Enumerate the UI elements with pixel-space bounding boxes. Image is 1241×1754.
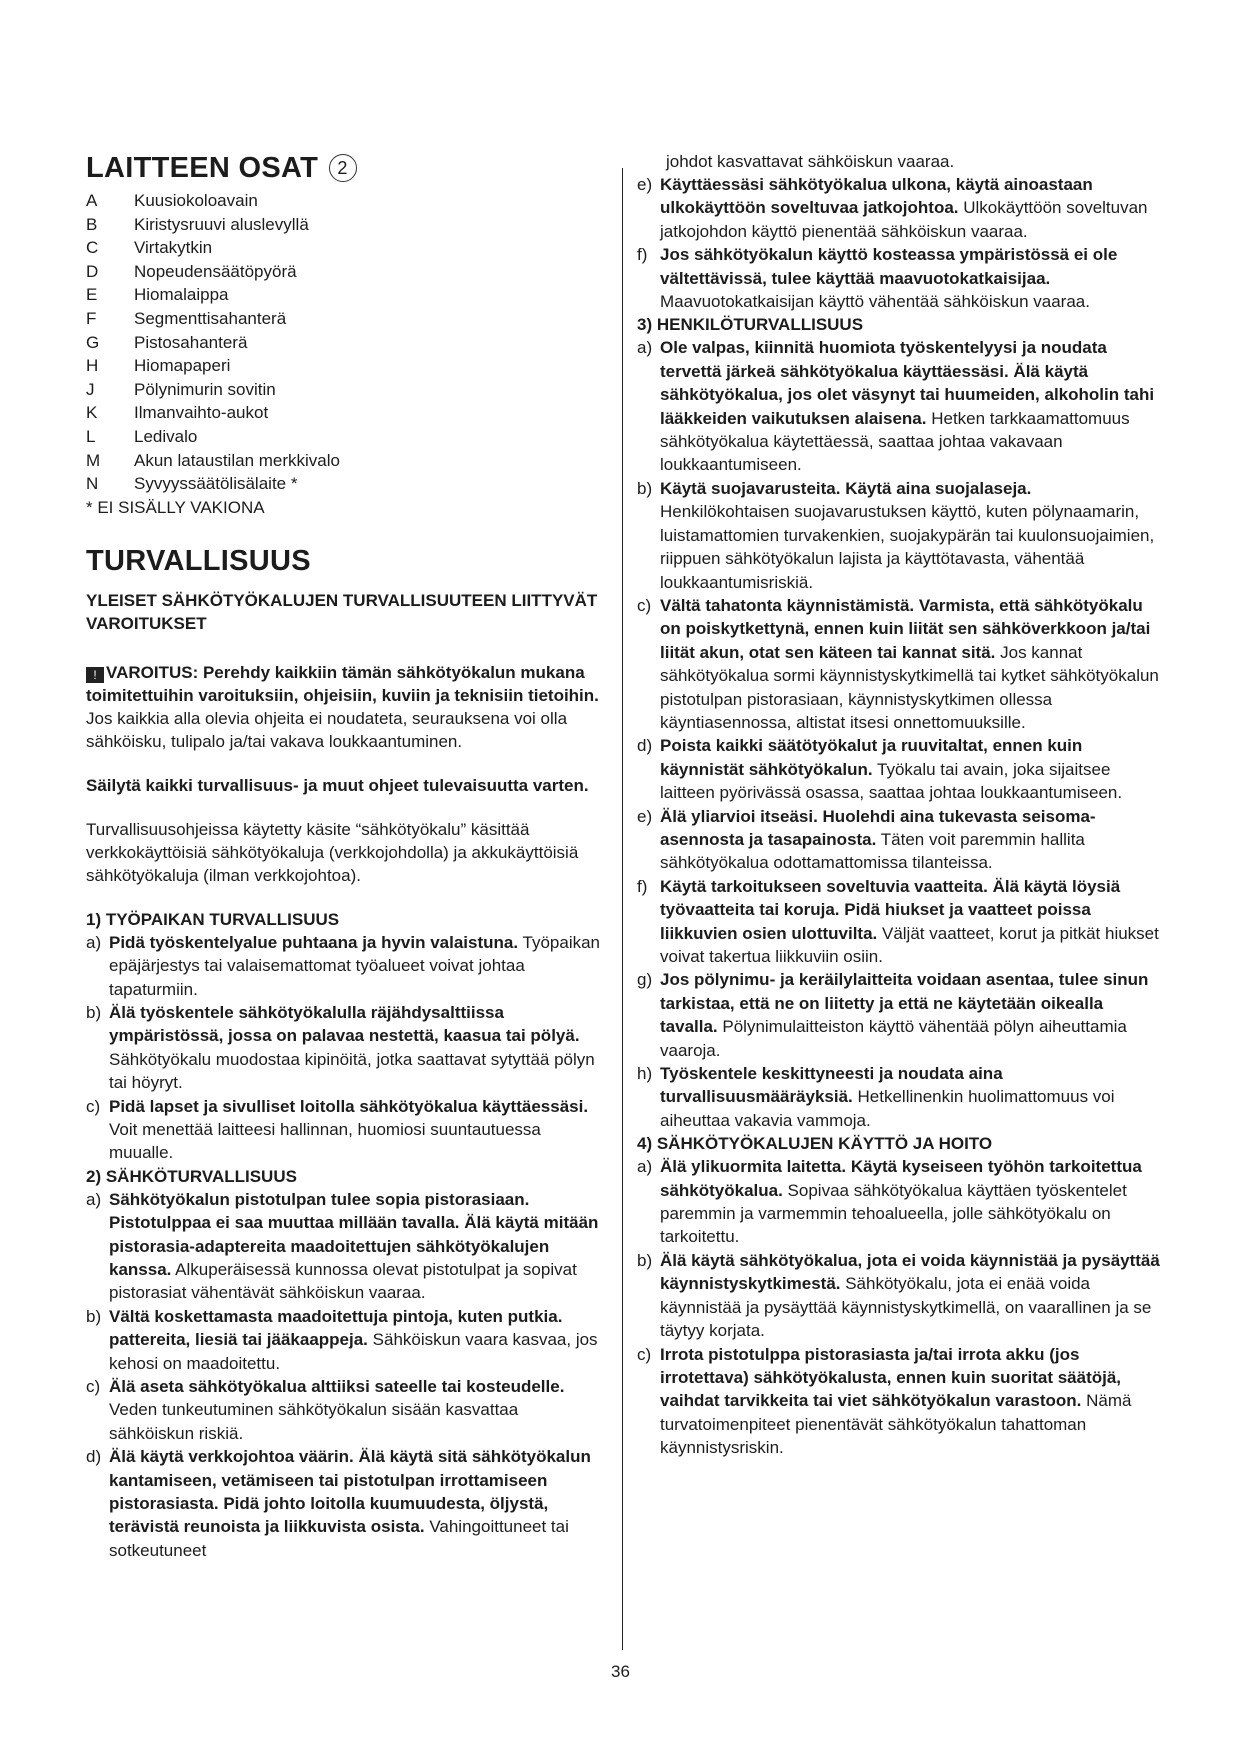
- item-label: c): [637, 595, 652, 615]
- safety-subtitle: YLEISET SÄHKÖTYÖKALUJEN TURVALLISUUTEEN LIITTYVÄT VAROITUKSET: [86, 590, 598, 633]
- item-plain: Vahingoittuneet tai sotkeutuneet: [109, 1517, 569, 1560]
- part-name: Akun lataustilan merkkivalo: [134, 450, 340, 470]
- part-item: [86, 260, 606, 284]
- section-heading: 1) TYÖPAIKAN TURVALLISUUS: [86, 909, 340, 929]
- part-letter: N: [86, 474, 99, 494]
- item-bold: Ole valpas, kiinnitä huomiota työskentelyysi ja noudata tervettä järkeä sähkötyökalua käyttäessäsi. Älä käytä sähkötyökalua, jos olet väsynyt tai huumeiden, alkoholin tahi lääkkeiden vaikutuksen alaisena.: [660, 338, 1155, 428]
- safety-item: [637, 173, 1162, 243]
- item-bold: Vältä tahatonta käynnistämistä. Varmista, että sähkötyökalu on poiskytkettynä, ennen kuin liität sen sähköverkkoon ja/tai liität akun, otat sen käteen tai kannat sitä.: [660, 595, 1151, 662]
- safety-item: [86, 1375, 606, 1445]
- item-text: [109, 931, 606, 1001]
- safety-item: [86, 931, 606, 1001]
- part-name: Hiomapaperi: [134, 356, 231, 376]
- part-name: Syvyyssäätölisälaite *: [134, 474, 298, 494]
- part-letter: H: [86, 356, 99, 376]
- safety-item: [637, 477, 1162, 594]
- item-plain: Hetkellinenkin huolimattomuus voi aiheuttaa vakavia vammoja.: [660, 1087, 1115, 1130]
- item-bold: Käyttäessäsi sähkötyökalua ulkona, käytä ainoastaan ulkokäyttöön soveltuvaa jatkojohtoa.: [660, 175, 1093, 218]
- item-bold: Älä työskentele sähkötyökalulla räjähdysalttiissa ympäristössä, jossa on palavaa nestettä, kaasua tai pölyä.: [109, 1002, 580, 1046]
- item-label: e): [637, 175, 653, 194]
- item-bold: Työskentele keskittyneesti ja noudata aina turvallisuusmääräyksiä.: [660, 1064, 1003, 1107]
- item-plain: Maavuotokatkaisijan käyttö vähentää sähköiskun vaaraa.: [660, 292, 1090, 312]
- item-plain: Alkuperäisessä kunnossa olevat pistotulpat ja sopivat pistorasiat vähentävät sähköiskun vaaraa.: [109, 1260, 577, 1303]
- item-plain: Veden tunkeutuminen sähkötyökalun sisään kasvattaa sähköiskun riskiä.: [109, 1400, 519, 1443]
- safety-item: [637, 734, 1162, 804]
- parts-list: [86, 189, 606, 496]
- item-bold: Vältä koskettamasta maadoitettuja pintoja, kuten putkia. pattereita, liesiä tai jääkaappeja.: [109, 1306, 563, 1350]
- item-text: [660, 734, 1162, 804]
- safety-item: [86, 1188, 606, 1305]
- warning-bold: VAROITUS: Perehdy kaikkiin tämän sähkötyökalun mukana toimitettuihin varoituksiin, ohjeisiin, kuviin ja teknisiin tietoihin.: [86, 662, 599, 705]
- item-text: [109, 1001, 606, 1095]
- item-label: f): [637, 245, 648, 265]
- item-label: h): [637, 1064, 653, 1084]
- item-plain: Jos kannat sähkötyökalua sormi käynnistyskytkimellä tai kytket sähkötyökalun pistotulpan pistorasiaan, käynnistyskytkimen ollessa käyntiasennossa, altistat itsesi onnettomuuksille.: [660, 642, 1159, 732]
- safety-item: [637, 1062, 1162, 1132]
- part-letter: F: [86, 308, 97, 328]
- item-label: g): [637, 970, 653, 990]
- item-text: [660, 594, 1162, 734]
- item-bold: Irrota pistotulppa pistorasiasta ja/tai irrota akku (jos irrotettava) sähkötyökalusta, ennen kuin suoritat säätöjä, vaihdat tarvikkeita tai viet sähkötyökalun varastoon.: [660, 1344, 1122, 1411]
- item-label: b): [86, 1002, 102, 1022]
- part-item: [86, 378, 606, 402]
- column-divider: [622, 168, 623, 1650]
- part-letter: B: [86, 214, 98, 234]
- safety-item: [637, 243, 1162, 313]
- part-item: [86, 401, 606, 425]
- item-bold: Älä käytä verkkojohtoa väärin. Älä käytä sitä sähkötyökalun kantamiseen, vetämiseen tai pistotulpan irrottamiseen pistorasiasta. Pidä johto loitolla kuumuudesta, öljystä, terävistä reunoista ja liikkuvista osista.: [109, 1447, 591, 1537]
- part-name: Pistosahanterä: [134, 332, 248, 352]
- part-item: [86, 331, 606, 355]
- item-text: [660, 336, 1162, 476]
- figure-ref-badge: 2: [329, 154, 357, 182]
- part-letter: C: [86, 238, 99, 258]
- item-plain: Sähkötyökalu muodostaa kipinöitä, jotka saattavat sytyttää pölyn tai höyryt.: [109, 1049, 595, 1093]
- section-heading: 2) SÄHKÖTURVALLISUUS: [86, 1166, 297, 1186]
- safety-item: [637, 968, 1162, 1062]
- item-bold: Älä käytä sähkötyökalua, jota ei voida käynnistää ja pysäyttää käynnistyskytkimestä.: [660, 1250, 1160, 1294]
- item-label: c): [86, 1377, 101, 1397]
- item-text: [109, 1445, 606, 1562]
- right-sections: [637, 173, 1162, 1460]
- item-text: [660, 1249, 1162, 1343]
- term-note: Turvallisuusohjeissa käytetty käsite “sähkötyökalu” käsittää verkkokäyttöisiä sähkötyökaluja (verkkojohdolla) ja akkukäyttöisiä sähkötyökaluja (ilman verkkojohtoa).: [86, 819, 579, 885]
- item-label: a): [637, 1157, 653, 1177]
- item-plain: Ulkokäyttöön soveltuvan jatkojohdon käyttö pienentää sähköiskun vaaraa.: [660, 198, 1148, 241]
- item-bold: Käytä suojavarusteita. Käytä aina suojalaseja.: [660, 478, 1032, 498]
- item-text: [660, 243, 1162, 313]
- part-name: Nopeudensäätöpyörä: [134, 261, 297, 281]
- item-text: [660, 173, 1162, 243]
- safety-item: [86, 1305, 606, 1375]
- item-label: d): [637, 736, 653, 756]
- part-item: [86, 354, 606, 378]
- item-label: a): [637, 338, 653, 358]
- item-bold: Pidä lapset ja sivulliset loitolla sähkötyökalua käyttäessäsi.: [109, 1096, 589, 1116]
- item-plain: Voit menettää laitteesi hallinnan, huomiosi suuntautuessa muualle.: [109, 1119, 541, 1163]
- part-name: Virtakytkin: [134, 238, 213, 258]
- part-letter: K: [86, 403, 98, 423]
- item-plain: Työpaikan epäjärjestys tai valaisemattomat työalueet voivat johtaa tapaturmiin.: [109, 932, 601, 999]
- item-plain: Täten voit paremmin hallita sähkötyökalua odottamattomissa tilanteissa.: [660, 829, 1085, 873]
- continuation-text: johdot kasvattavat sähköiskun vaaraa.: [666, 152, 955, 171]
- part-name: Ilmanvaihto-aukot: [134, 403, 269, 423]
- safety-title: TURVALLISUUS: [86, 544, 311, 577]
- section-heading: 3) HENKILÖTURVALLISUUS: [637, 315, 864, 335]
- part-name: Kuusiokoloavain: [134, 191, 258, 210]
- item-label: d): [86, 1447, 102, 1467]
- item-plain: Sähköiskun vaara kasvaa, jos kehosi on maadoitettu.: [109, 1330, 598, 1373]
- safety-item: [637, 1249, 1162, 1343]
- item-plain: Sähkötyökalu, jota ei enää voida käynnistää ja pysäyttää käynnistyskytkimellä, on vaarallinen ja se täytyy korjata.: [660, 1274, 1152, 1341]
- item-plain: Sopivaa sähkötyökalua käyttäen työskentelet paremmin ja varmemmin tehoalueella, jolle sähkötyökalu on tarkoitettu.: [660, 1180, 1127, 1247]
- item-plain: Nämä turvatoimenpiteet pienentävät sähkötyökalun tahattoman käynnistysriskin.: [660, 1391, 1132, 1458]
- item-bold: Pidä työskentelyalue puhtaana ja hyvin valaistuna.: [109, 932, 519, 952]
- part-letter: E: [86, 285, 98, 305]
- section-heading: 4) SÄHKÖTYÖKALUJEN KÄYTTÖ JA HOITO: [637, 1134, 993, 1154]
- safety-item: [86, 1445, 606, 1562]
- item-label: e): [637, 806, 653, 826]
- parts-footnote: * EI SISÄLLY VAKIONA: [86, 497, 265, 517]
- part-item: [86, 425, 606, 449]
- part-item: [86, 283, 606, 307]
- item-text: [660, 805, 1162, 875]
- item-text: [109, 1375, 606, 1445]
- item-text: [109, 1188, 606, 1305]
- safety-item: [637, 805, 1162, 875]
- item-bold: Älä aseta sähkötyökalua alttiiksi sateelle tai kosteudelle.: [109, 1377, 565, 1397]
- left-column: [86, 150, 606, 1562]
- item-label: c): [637, 1344, 652, 1364]
- item-label: a): [86, 932, 102, 952]
- part-item: [86, 189, 606, 213]
- item-label: a): [86, 1189, 102, 1209]
- safety-item: [637, 1343, 1162, 1460]
- part-name: Hiomalaippa: [134, 285, 229, 305]
- part-letter: J: [86, 379, 95, 399]
- item-bold: Käytä tarkoitukseen soveltuvia vaatteita. Älä käytä löysiä työvaatteita tai koruja. Pidä hiukset ja vaatteet poissa liikkuvien osien ulottuvilta.: [660, 876, 1121, 943]
- part-letter: L: [86, 426, 96, 446]
- safety-item: [86, 1095, 606, 1165]
- item-text: [660, 1343, 1162, 1460]
- item-bold: Jos pölynimu- ja keräilylaitteita voidaan asentaa, tulee sinun tarkistaa, että ne on liitetty ja että ne käytetään oikealla tavalla.: [660, 970, 1149, 1037]
- part-name: Segmenttisahanterä: [134, 308, 287, 328]
- item-text: [660, 968, 1162, 1062]
- item-label: b): [86, 1306, 102, 1326]
- item-plain: Pölynimulaitteiston käyttö vähentää pölyn aiheuttamia vaaroja.: [660, 1017, 1127, 1060]
- part-name: Pölynimurin sovitin: [134, 379, 276, 399]
- page-number: 36: [611, 1662, 630, 1681]
- item-text: [109, 1095, 606, 1165]
- item-label: b): [637, 478, 653, 498]
- safety-item: [637, 1155, 1162, 1249]
- item-plain: Työkalu tai avain, joka sijaitsee laitteen pyörivässä osassa, saattaa johtaa loukkaantumiseen.: [660, 759, 1123, 803]
- keep-instructions: Säilytä kaikki turvallisuus- ja muut ohjeet tulevaisuutta varten.: [86, 775, 589, 795]
- item-bold: Älä yliarvioi itseäsi. Huolehdi aina tukevasta seisoma-asennosta ja tasapainosta.: [660, 806, 1096, 849]
- warning-icon: !: [86, 667, 104, 683]
- item-bold: Jos sähkötyökalun käyttö kosteassa ympäristössä ei ole vältettävissä, tulee käyttää maavuotokatkaisijaa.: [660, 245, 1118, 288]
- part-item: [86, 449, 606, 473]
- item-text: [660, 477, 1162, 594]
- right-column: [637, 150, 1162, 1460]
- safety-item: [86, 1001, 606, 1095]
- parts-title: LAITTEEN OSAT 2: [86, 150, 606, 186]
- item-bold: Älä ylikuormita laitetta. Käytä kyseiseen työhön tarkoitettua sähkötyökalua.: [660, 1157, 1142, 1200]
- safety-item: [637, 336, 1162, 476]
- part-letter: D: [86, 261, 99, 281]
- item-bold: Sähkötyökalun pistotulpan tulee sopia pistorasiaan. Pistotulppaa ei saa muuttaa millään tavalla. Älä käytä mitään pistorasia-adaptereita maadoitettujen sähkötyökalujen kanssa.: [109, 1189, 599, 1279]
- item-plain: Henkilökohtaisen suojavarustuksen käyttö, kuten pölynaamarin, luistamattomien turvakenkien, suojakypärän tai kuulonsuojaimien, riippuen sähkötyökalun lajista ja käyttötavasta, vähentää loukkaantumisriskiä.: [660, 502, 1155, 592]
- safety-item: [637, 875, 1162, 969]
- item-label: f): [637, 876, 648, 896]
- item-bold: Poista kaikki säätötyökalut ja ruuvitaltat, ennen kuin käynnistät sähkötyökalun.: [660, 736, 1083, 779]
- warning-paragraph: [86, 661, 606, 753]
- part-item: [86, 307, 606, 331]
- part-item: [86, 213, 606, 237]
- item-label: b): [637, 1250, 653, 1270]
- item-text: [109, 1305, 606, 1375]
- safety-item: [637, 594, 1162, 734]
- part-item: [86, 236, 606, 260]
- part-name: Ledivalo: [134, 426, 198, 446]
- item-plain: Väljät vaatteet, korut ja pitkät hiukset voivat takertua liikkuviin osiin.: [660, 923, 1159, 966]
- item-text: [660, 875, 1162, 969]
- warning-text: Jos kaikkia alla olevia ohjeita ei noudateta, seurauksena voi olla sähköisku, tulipalo ja/tai vakava loukkaantuminen.: [86, 708, 568, 751]
- part-item: [86, 472, 606, 496]
- item-label: c): [86, 1096, 101, 1116]
- item-text: [660, 1155, 1162, 1249]
- part-letter: G: [86, 332, 100, 352]
- item-plain: Hetken tarkkaamattomuus sähkötyökalua käytettäessä, saattaa johtaa vakavaan loukkaantumiseen.: [660, 408, 1130, 475]
- part-letter: A: [86, 191, 98, 210]
- part-letter: M: [86, 450, 101, 470]
- left-sections: [86, 908, 606, 1563]
- item-text: [660, 1062, 1162, 1132]
- part-name: Kiristysruuvi aluslevyllä: [134, 214, 309, 234]
